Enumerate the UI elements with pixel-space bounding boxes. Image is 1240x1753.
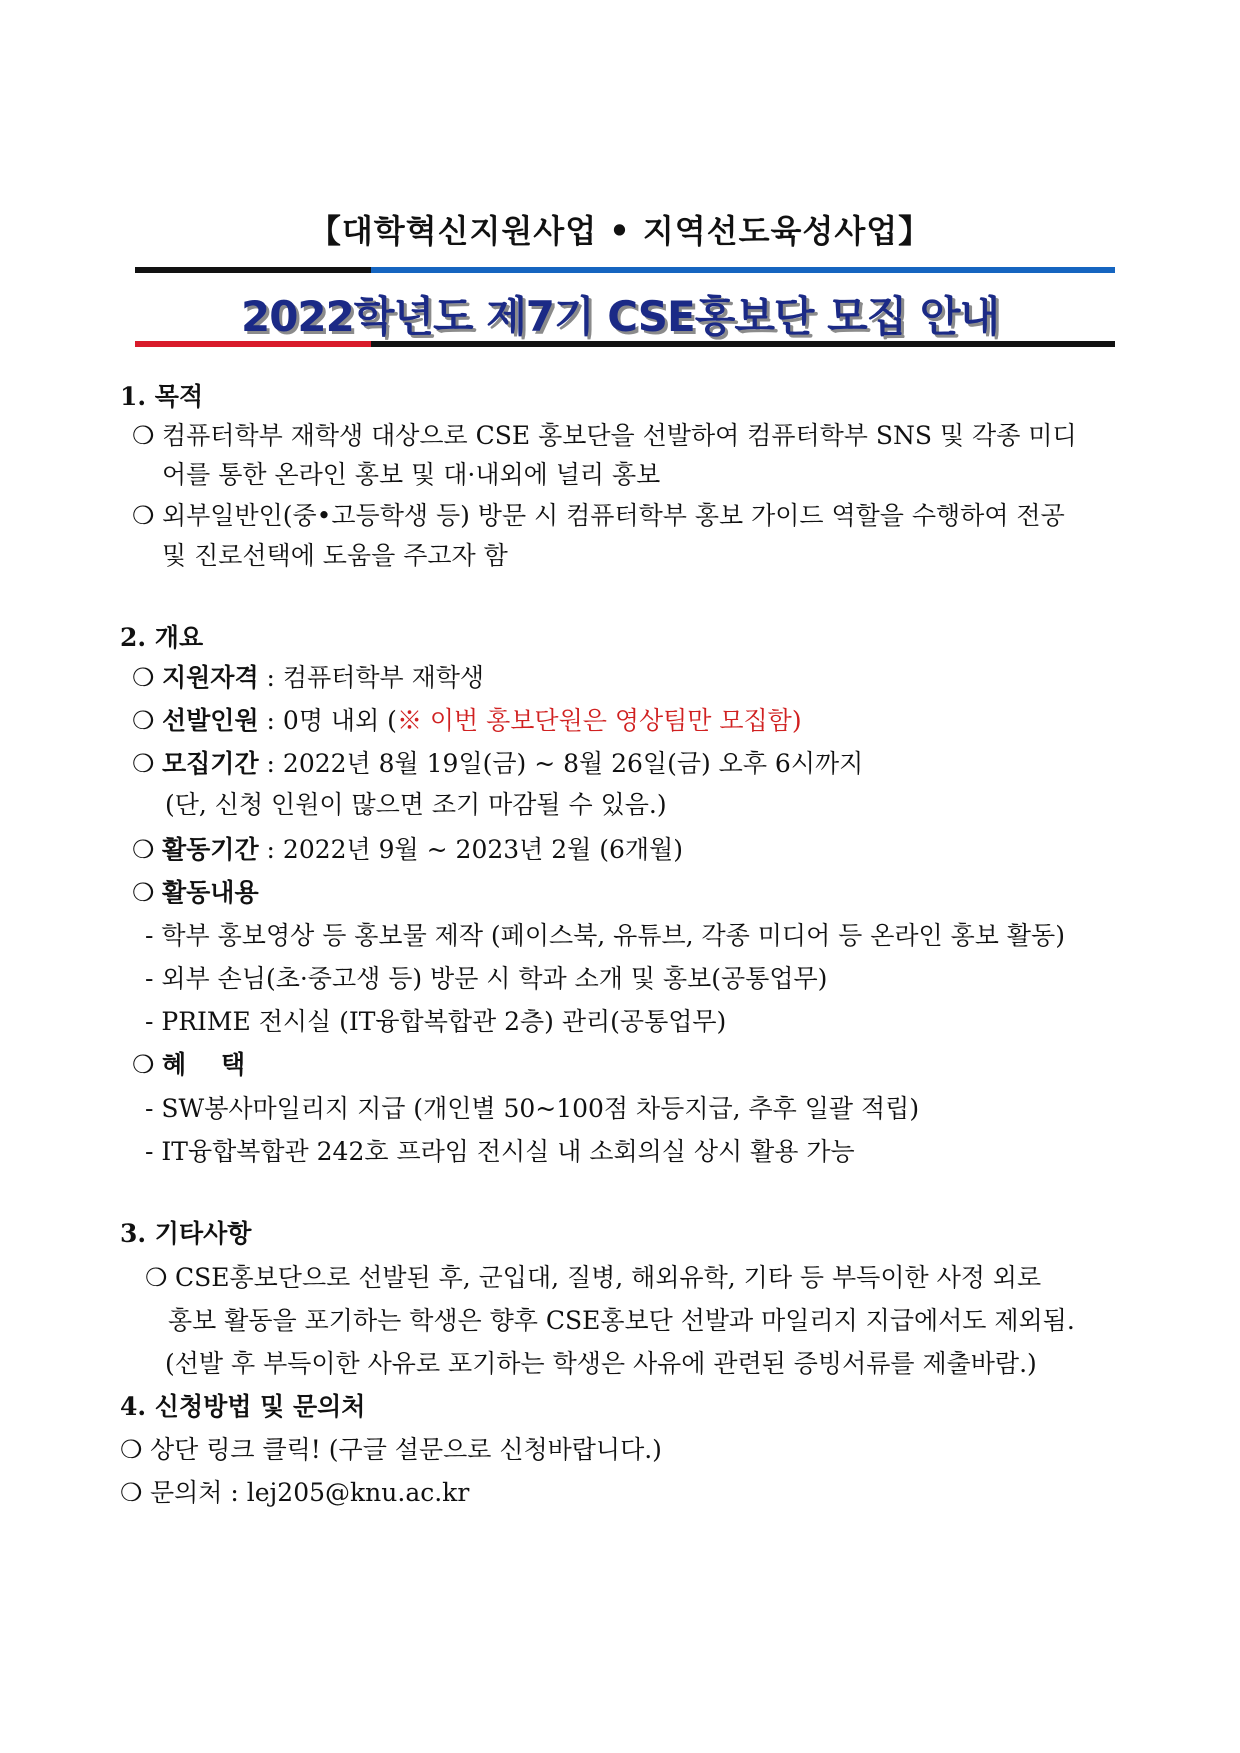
top-bar-black xyxy=(135,267,371,273)
s2-benefit-heading: ❍ 혜 택 xyxy=(132,1050,246,1079)
bullet-circle-icon: ❍ xyxy=(132,663,155,692)
s3-line-3: (선발 후 부득이한 사유로 포기하는 학생은 사유에 관련된 증빙서류를 제출바람.) xyxy=(165,1349,1037,1378)
bullet-circle-icon: ❍ xyxy=(120,1435,143,1464)
s1-bullet-2: ❍ 외부일반인(중•고등학생 등) 방문 시 컴퓨터학부 홍보 가이드 역할을 수행하여 전공 xyxy=(132,501,1065,530)
bullet-circle-icon: ❍ xyxy=(132,1050,155,1079)
s2-activity-period: ❍ 활동기간 : 2022년 9월 ~ 2023년 2월 (6개월) xyxy=(132,835,683,864)
section-2-heading: 2. 개요 xyxy=(120,623,204,652)
title-bottom-bar xyxy=(135,341,1115,347)
bullet-circle-icon: ❍ xyxy=(132,749,155,778)
section-4-heading: 4. 신청방법 및 문의처 xyxy=(120,1392,366,1421)
bullet-circle-icon: ❍ xyxy=(132,421,155,450)
top-bar-blue xyxy=(371,267,1115,273)
bullet-circle-icon: ❍ xyxy=(132,501,155,530)
bullet-circle-icon: ❍ xyxy=(132,878,155,907)
list-item: - PRIME 전시실 (IT융합복합관 2층) 관리(공통업무) xyxy=(145,1007,727,1036)
project-header: 【대학혁신지원사업 • 지역선도육성사업】 xyxy=(308,212,932,250)
section-1-heading: 1. 목적 xyxy=(120,382,204,411)
bullet-circle-icon: ❍ xyxy=(132,706,155,735)
bottom-bar-black xyxy=(371,341,1115,347)
s2-period-note: (단, 신청 인원이 많으면 조기 마감될 수 있음.) xyxy=(165,790,667,819)
bullet-circle-icon: ❍ xyxy=(120,1478,143,1507)
s3-line-1: ❍ CSE홍보단으로 선발된 후, 군입대, 질병, 해외유학, 기타 등 부득이한 사정 외로 xyxy=(145,1263,1042,1292)
s1-bullet-1-cont: 어를 통한 온라인 홍보 및 대·내외에 널리 홍보 xyxy=(162,460,661,489)
list-item: - 학부 홍보영상 등 홍보물 제작 (페이스북, 유튜브, 각종 미디어 등 온라인 홍보 활동) xyxy=(145,921,1065,950)
list-item: - SW봉사마일리지 지급 (개인별 50~100점 차등지급, 추후 일괄 적립) xyxy=(145,1094,920,1123)
title-top-bar xyxy=(135,267,1115,273)
s3-line-2: 홍보 활동을 포기하는 학생은 향후 CSE홍보단 선발과 마일리지 지급에서도 제외됨. xyxy=(168,1306,1075,1335)
bottom-bar-red xyxy=(135,341,371,347)
list-item: - IT융합복합관 242호 프라임 전시실 내 소회의실 상시 활용 가능 xyxy=(145,1137,855,1166)
page-title: 2022학년도 제7기 CSE홍보단 모집 안내 xyxy=(240,292,999,341)
s1-bullet-2-cont: 및 진로선택에 도움을 주고자 함 xyxy=(162,541,508,570)
s2-period: ❍ 모집기간 : 2022년 8월 19일(금) ~ 8월 26일(금) 오후 6시까지 xyxy=(132,749,864,778)
count-note: ※ 이번 홍보단원은 영상팀만 모집함) xyxy=(396,706,802,735)
bullet-circle-icon: ❍ xyxy=(145,1263,168,1292)
section-3-heading: 3. 기타사항 xyxy=(120,1219,252,1248)
bullet-circle-icon: ❍ xyxy=(132,835,155,864)
s4-contact: ❍ 문의처 : lej205@knu.ac.kr xyxy=(120,1478,470,1507)
s4-apply-link: ❍ 상단 링크 클릭! (구글 설문으로 신청바랍니다.) xyxy=(120,1435,662,1464)
s2-qualification: ❍ 지원자격 : 컴퓨터학부 재학생 xyxy=(132,663,485,692)
s2-count: ❍ 선발인원 : 0명 내외 (※ 이번 홍보단원은 영상팀만 모집함) xyxy=(132,706,802,735)
list-item: - 외부 손님(초·중고생 등) 방문 시 학과 소개 및 홍보(공통업무) xyxy=(145,964,828,993)
s1-bullet-1: ❍ 컴퓨터학부 재학생 대상으로 CSE 홍보단을 선발하여 컴퓨터학부 SNS 및 각종 미디 xyxy=(132,421,1077,450)
s2-activity-heading: ❍ 활동내용 xyxy=(132,878,259,907)
